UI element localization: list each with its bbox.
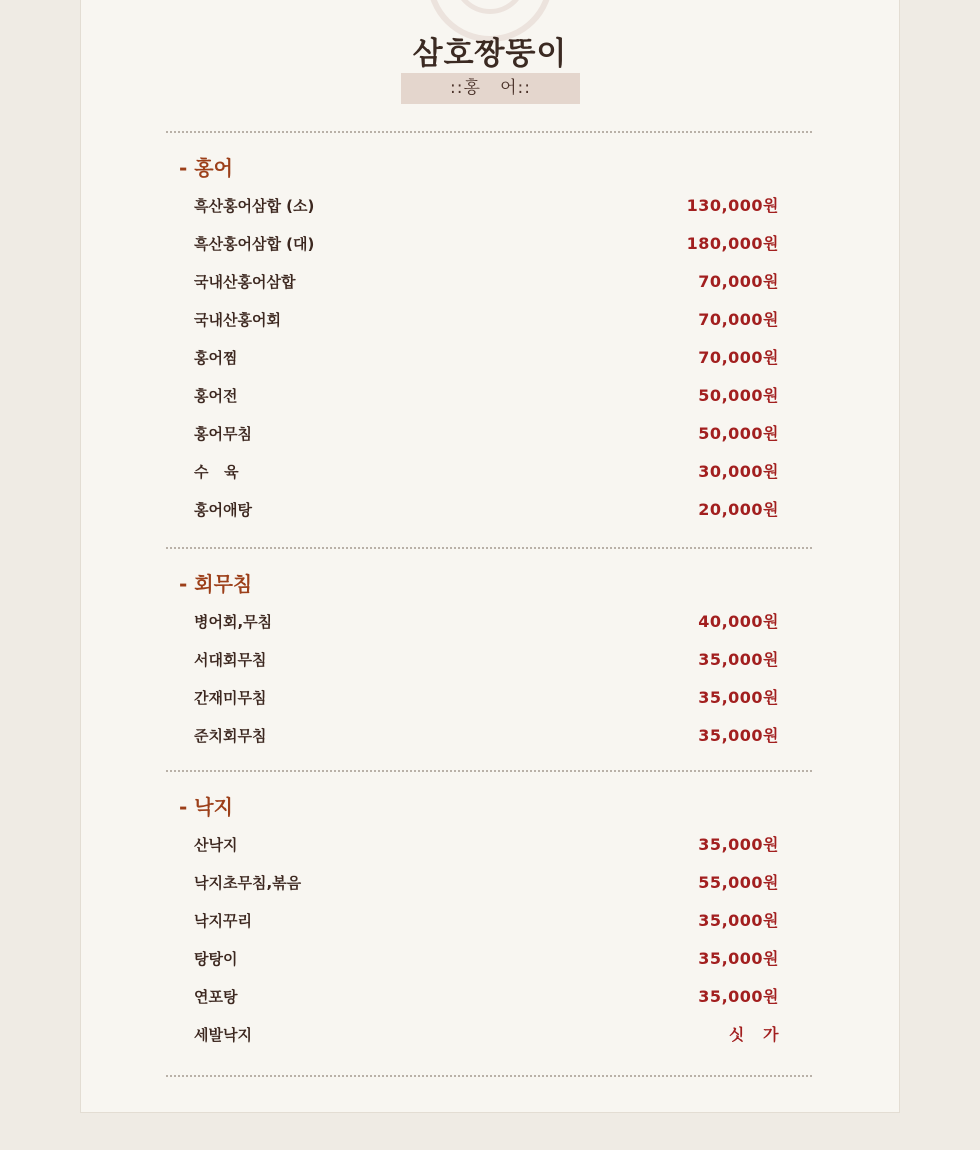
menu-item-price: 35,000원	[698, 726, 779, 745]
menu-item	[194, 269, 779, 295]
menu-item-price: 130,000원	[686, 196, 779, 215]
menu-item-price: 70,000원	[698, 348, 779, 367]
menu-item-name: 세발낙지	[194, 1026, 252, 1044]
menu-item-name: 병어회,무침	[194, 613, 273, 631]
menu-item	[194, 345, 779, 371]
menu-item	[194, 231, 779, 257]
menu-item-name: 탕탕이	[194, 950, 238, 968]
menu-item-price: 55,000원	[698, 873, 779, 892]
menu-item-price: 40,000원	[698, 612, 779, 631]
menu-item	[194, 908, 779, 934]
menu-item-price: 30,000원	[698, 462, 779, 481]
menu-item-name: 서대회무침	[194, 651, 267, 669]
menu-item-name: 홍어애탕	[194, 501, 252, 519]
menu-item	[194, 497, 779, 523]
menu-item-price: 70,000원	[698, 272, 779, 291]
menu-item-name: 산낙지	[194, 836, 238, 854]
menu-item	[194, 383, 779, 409]
menu-item-price: 35,000원	[698, 835, 779, 854]
menu-item	[194, 609, 779, 635]
menu-item	[194, 459, 779, 485]
menu-item	[194, 984, 779, 1010]
menu-item	[194, 832, 779, 858]
divider	[166, 547, 812, 549]
menu-item	[194, 946, 779, 972]
menu-item-name: 홍어무침	[194, 425, 252, 443]
emblem-logo-inner	[453, 0, 527, 14]
menu-item	[194, 1022, 779, 1048]
menu-item-price: 70,000원	[698, 310, 779, 329]
menu-item-price: 180,000원	[686, 234, 779, 253]
brand-title: 삼호짱뚱이	[412, 36, 568, 72]
menu-item	[194, 647, 779, 673]
menu-item-price: 50,000원	[698, 386, 779, 405]
menu-item-name: 준치회무침	[194, 727, 267, 745]
menu-item	[194, 421, 779, 447]
menu-item-price: 20,000원	[698, 500, 779, 519]
menu-item-price: 싯 가	[728, 1025, 779, 1044]
menu-item-name: 흑산홍어삼합 (소)	[194, 197, 315, 215]
divider	[166, 770, 812, 772]
divider	[166, 1075, 812, 1077]
menu-item-name: 홍어찜	[194, 349, 238, 367]
menu-item-price: 35,000원	[698, 650, 779, 669]
menu-item-name: 국내산홍어삼합	[194, 273, 296, 291]
menu-item-price: 35,000원	[698, 688, 779, 707]
menu-item-price: 50,000원	[698, 424, 779, 443]
menu-item-name: 흑산홍어삼합 (대)	[194, 235, 315, 253]
category-label: ::홍 어::	[401, 73, 580, 104]
section-title-hoemuchim: - 회무침	[179, 572, 253, 596]
menu-item-price: 35,000원	[698, 987, 779, 1006]
menu-item	[194, 307, 779, 333]
section-title-nakji: - 낙지	[179, 795, 233, 819]
menu-item	[194, 723, 779, 749]
menu-item-price: 35,000원	[698, 949, 779, 968]
menu-item-name: 간재미무침	[194, 689, 267, 707]
menu-item-name: 국내산홍어회	[194, 311, 281, 329]
menu-item-name: 연포탕	[194, 988, 238, 1006]
menu-item-name: 낙지초무침,볶음	[194, 874, 302, 892]
menu-item-name: 홍어전	[194, 387, 238, 405]
menu-item	[194, 193, 779, 219]
menu-item	[194, 870, 779, 896]
menu-item-price: 35,000원	[698, 911, 779, 930]
divider	[166, 131, 812, 133]
menu-item-name: 수 육	[194, 463, 239, 481]
section-title-hongeo: - 홍어	[179, 156, 233, 180]
menu-item	[194, 685, 779, 711]
menu-item-name: 낙지꾸리	[194, 912, 252, 930]
